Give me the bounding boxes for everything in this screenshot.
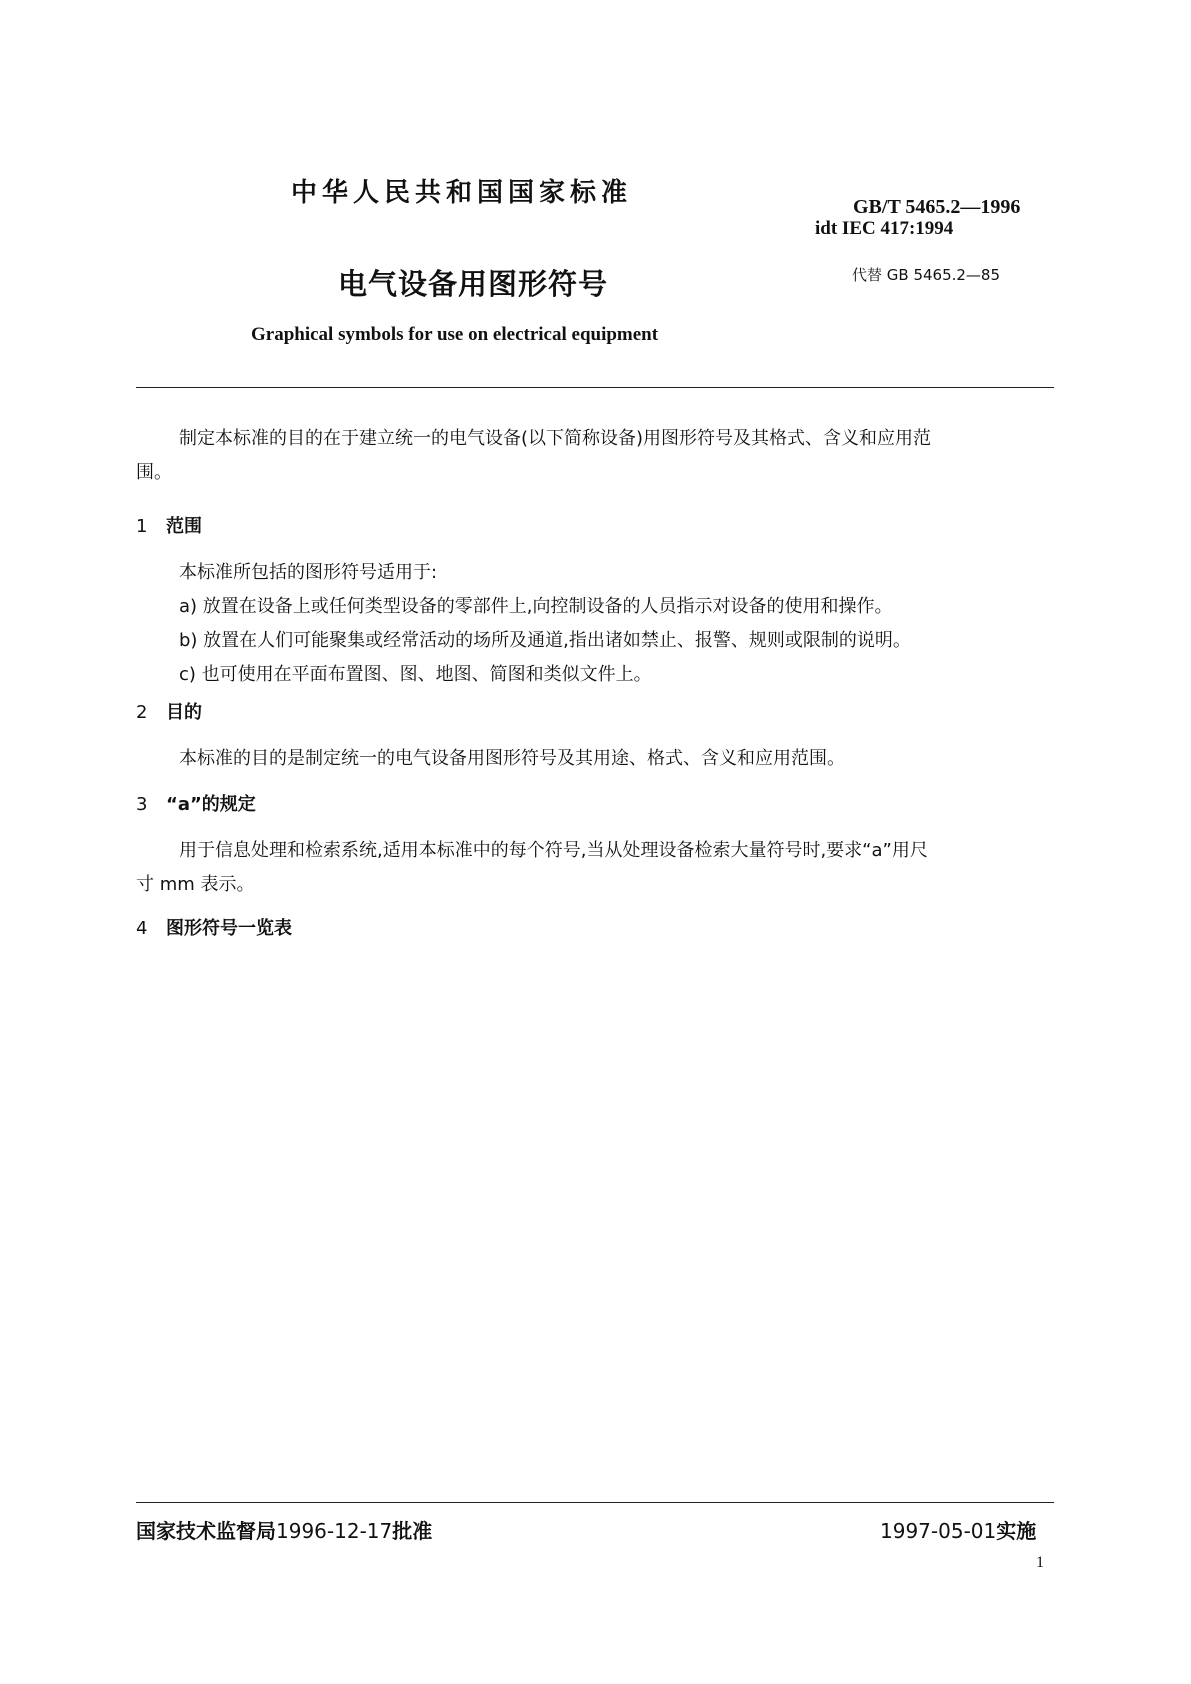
section-title: 图形符号一览表 [166,918,292,939]
section-number: 4 [136,918,148,939]
section-line: 寸 mm 表示。 [136,874,255,895]
footer-divider [136,1502,1054,1503]
replaces-note: 代替 GB 5465.2—85 [852,266,1001,284]
header-divider [136,387,1054,388]
section-4-heading [136,914,292,940]
section-line: c) 也可使用在平面布置图、图、地图、简图和类似文件上。 [179,664,652,685]
section-1-heading [136,512,202,538]
standard-code: GB/T 5465.2—1996 [853,196,1021,218]
intro-paragraph [136,422,1054,490]
section-number: 1 [136,516,148,537]
section-line: 本标准的目的是制定统一的电气设备用图形符号及其用途、格式、含义和应用范围。 [179,748,845,769]
intro-line-1: 制定本标准的目的在于建立统一的电气设备(以下简称设备)用图形符号及其格式、含义和应用范 [179,428,932,449]
section-line: 用于信息处理和检索系统,适用本标准中的每个符号,当从处理设备检索大量符号时,要求“a”用尺 [179,840,928,861]
effective-label: 实施 [996,1519,1037,1543]
section-line: b) 放置在人们可能聚集或经常活动的场所及通道,指出诸如禁止、报警、规则或限制的说明。 [179,630,911,651]
section-2-body [179,742,845,776]
section-title: “a”的规定 [166,794,256,815]
section-number: 3 [136,794,148,815]
approval-date: 1996-12-17 [276,1519,393,1543]
effective-date: 1997-05-01 [880,1519,997,1543]
idt-reference: idt IEC 417:1994 [815,218,954,239]
document-title-cn: 电气设备用图形符号 [338,267,609,301]
section-title: 范围 [166,516,202,537]
section-title: 目的 [166,702,202,723]
document-title-en: Graphical symbols for use on electrical equipment [251,324,659,345]
effective-info [880,1515,1036,1544]
section-3-heading [136,790,256,816]
section-3-body [136,834,928,902]
approval-info [136,1515,432,1544]
section-line: 本标准所包括的图形符号适用于: [179,562,438,583]
national-standard-heading: 中华人民共和国国家标准 [291,178,633,208]
section-2-heading [136,698,202,724]
section-number: 2 [136,702,148,723]
section-1-body [179,556,911,692]
intro-line-2: 围。 [136,462,172,483]
approving-authority: 国家技术监督局 [136,1519,276,1543]
page-number: 1 [1036,1554,1044,1571]
approval-label: 批准 [392,1519,433,1543]
section-line: a) 放置在设备上或任何类型设备的零部件上,向控制设备的人员指示对设备的使用和操作。 [179,596,893,617]
